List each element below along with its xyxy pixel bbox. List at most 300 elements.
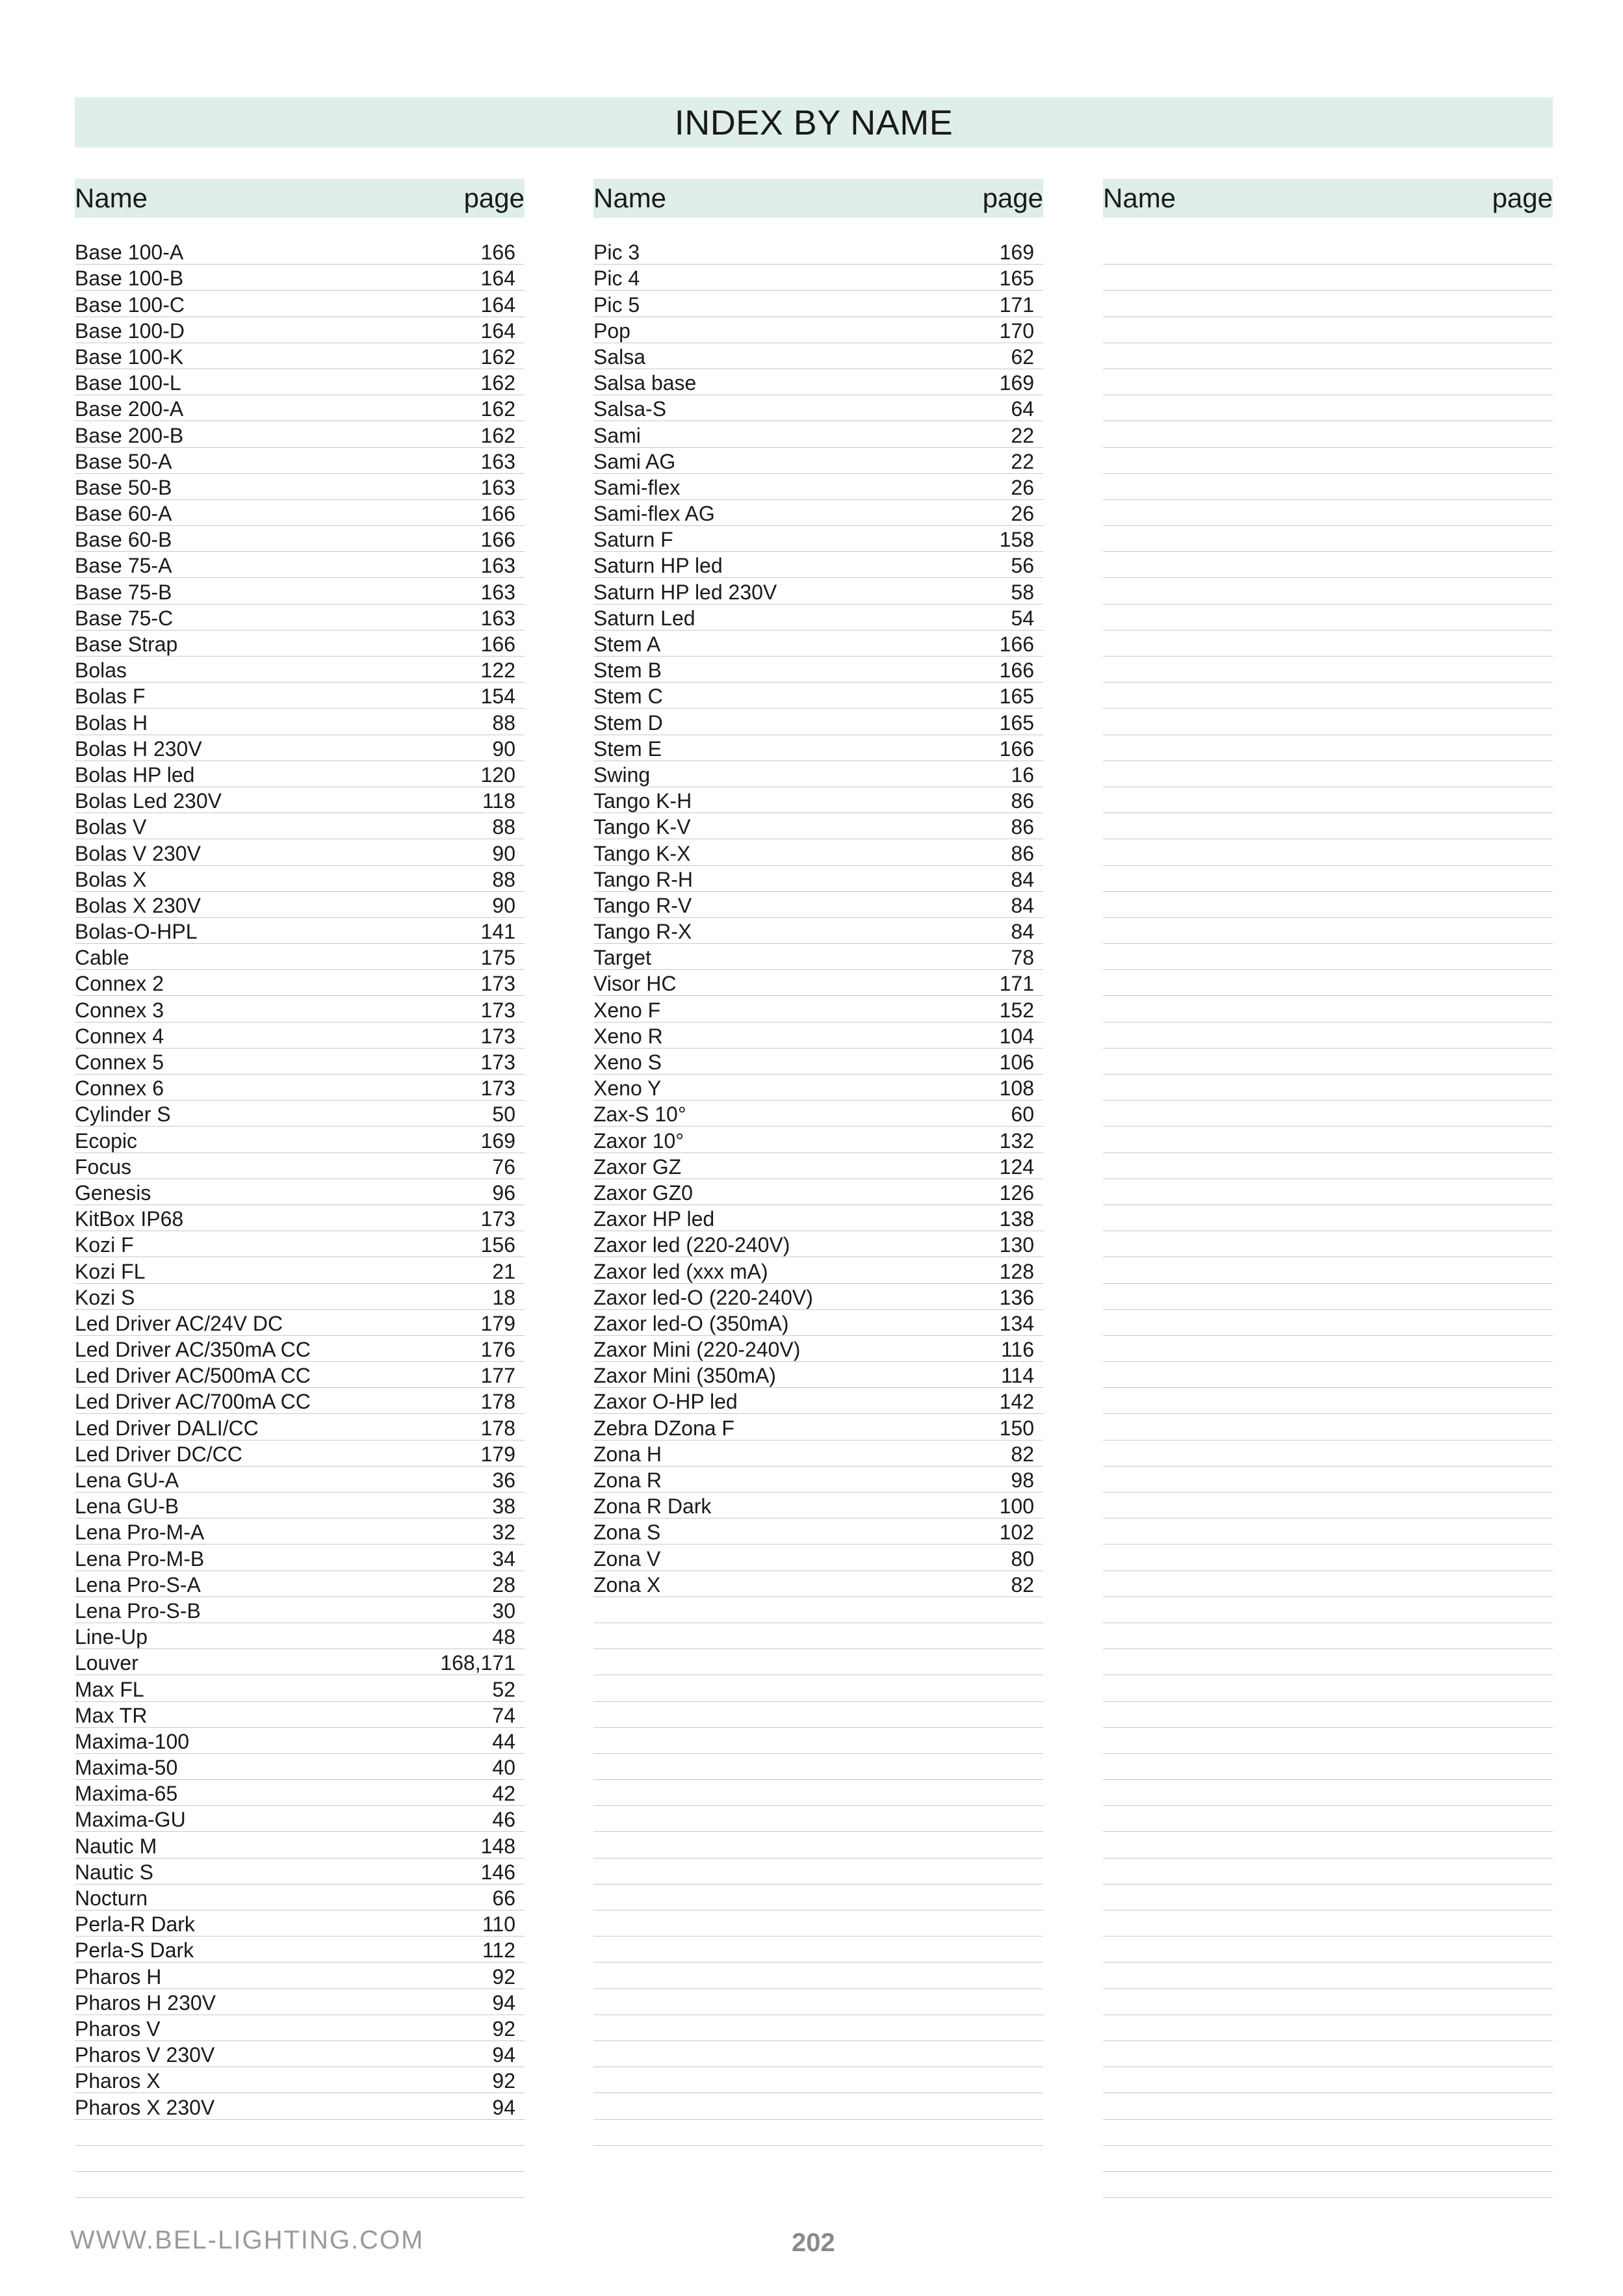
entry-name: Pharos X 230V xyxy=(75,2095,215,2119)
entry-page: 16 xyxy=(1011,763,1034,787)
index-row xyxy=(593,1101,1043,1127)
entry-page: 179 xyxy=(480,1442,515,1466)
entry-name: Zaxor GZ xyxy=(593,1155,682,1179)
entry-page: 168,171 xyxy=(440,1651,515,1675)
index-row xyxy=(1103,239,1553,265)
index-row xyxy=(593,787,1043,813)
index-row xyxy=(593,735,1043,761)
index-row xyxy=(75,448,525,474)
index-row xyxy=(75,1597,525,1623)
index-row xyxy=(593,1257,1043,1283)
index-row xyxy=(593,1675,1043,1701)
index-row xyxy=(593,1414,1043,1440)
entry-page: 165 xyxy=(999,267,1034,291)
index-row xyxy=(1103,291,1553,317)
entry-name: Xeno F xyxy=(593,998,661,1022)
index-row xyxy=(1103,605,1553,631)
entry-name: Led Driver AC/700mA CC xyxy=(75,1390,311,1414)
entry-page: 36 xyxy=(492,1468,515,1492)
entry-page: 163 xyxy=(480,475,515,499)
footer-page-number: 202 xyxy=(792,2228,835,2257)
index-column-1 xyxy=(75,179,525,2198)
entry-name: Kozi S xyxy=(75,1285,135,1309)
index-row xyxy=(1103,1832,1553,1858)
entry-name: Kozi F xyxy=(75,1233,134,1257)
entry-page: 92 xyxy=(492,2016,515,2041)
entry-name: Stem E xyxy=(593,737,662,761)
index-row xyxy=(1103,448,1553,474)
entry-page: 86 xyxy=(1011,789,1034,813)
entry-page: 54 xyxy=(1011,606,1034,630)
entry-name: Kozi FL xyxy=(75,1259,146,1283)
entry-name: Base 50-B xyxy=(75,475,172,499)
index-row xyxy=(593,866,1043,892)
entry-page: 48 xyxy=(492,1625,515,1649)
entry-page: 88 xyxy=(492,867,515,891)
index-row xyxy=(75,421,525,447)
entry-page: 50 xyxy=(492,1102,515,1127)
index-row xyxy=(1103,918,1553,944)
entry-page: 34 xyxy=(492,1546,515,1571)
entry-page: 173 xyxy=(480,1207,515,1231)
entry-name: Zona R Dark xyxy=(593,1494,712,1519)
index-row xyxy=(1103,1075,1553,1101)
entry-name: Base 100-D xyxy=(75,319,185,343)
index-row xyxy=(593,239,1043,265)
index-row xyxy=(75,526,525,552)
entry-name: Max TR xyxy=(75,1703,148,1727)
entry-name: Led Driver AC/500mA CC xyxy=(75,1364,311,1388)
entry-name: Sami xyxy=(593,423,641,447)
index-row xyxy=(1103,1023,1553,1049)
entry-page: 96 xyxy=(492,1181,515,1205)
index-row xyxy=(593,1023,1043,1049)
entry-name: Lena GU-A xyxy=(75,1468,179,1492)
entry-page: 173 xyxy=(480,1024,515,1048)
index-row xyxy=(75,735,525,761)
index-row xyxy=(75,1023,525,1049)
index-row xyxy=(1103,709,1553,735)
entry-name: Salsa xyxy=(593,345,646,369)
index-row xyxy=(593,970,1043,996)
index-row xyxy=(75,2146,525,2172)
entry-page: 173 xyxy=(480,972,515,996)
entry-page: 90 xyxy=(492,841,515,865)
index-row xyxy=(75,1911,525,1937)
index-row xyxy=(593,2120,1043,2146)
index-row xyxy=(1103,1806,1553,1832)
index-row xyxy=(593,839,1043,865)
entry-page: 176 xyxy=(480,1338,515,1362)
index-row xyxy=(75,970,525,996)
name-header: Name xyxy=(593,183,667,213)
entry-page: 28 xyxy=(492,1572,515,1597)
index-row xyxy=(593,683,1043,709)
entry-name: Stem D xyxy=(593,711,663,735)
index-row xyxy=(1103,265,1553,291)
entry-page: 76 xyxy=(492,1155,515,1179)
index-row xyxy=(593,1310,1043,1336)
index-row xyxy=(593,1571,1043,1597)
entry-page: 141 xyxy=(480,920,515,944)
index-row xyxy=(1103,1989,1553,2015)
entry-name: Zona X xyxy=(593,1572,661,1597)
index-row xyxy=(75,996,525,1022)
entry-name: Bolas X 230V xyxy=(75,893,201,917)
entry-name: Salsa base xyxy=(593,371,697,395)
index-row xyxy=(75,1937,525,1963)
entry-name: Cable xyxy=(75,946,129,970)
index-row xyxy=(75,578,525,604)
entry-page: 62 xyxy=(1011,345,1034,369)
index-row xyxy=(593,709,1043,735)
entry-page: 162 xyxy=(480,397,515,421)
index-row xyxy=(1103,1859,1553,1885)
index-row xyxy=(1103,2041,1553,2067)
index-row xyxy=(593,1963,1043,1989)
title-bar xyxy=(75,98,1553,148)
index-row xyxy=(75,1859,525,1885)
entry-name: Zaxor HP led xyxy=(593,1207,715,1231)
index-row xyxy=(593,1441,1043,1467)
entry-page: 156 xyxy=(480,1233,515,1257)
entry-name: Nautic S xyxy=(75,1860,153,1884)
index-row xyxy=(75,1519,525,1545)
index-row xyxy=(1103,813,1553,839)
entry-name: Base 200-B xyxy=(75,423,184,447)
entry-page: 26 xyxy=(1011,475,1034,499)
entry-name: Bolas X xyxy=(75,867,147,891)
entry-page: 94 xyxy=(492,2043,515,2067)
index-row xyxy=(75,1780,525,1806)
entry-name: Xeno R xyxy=(593,1024,663,1048)
entry-name: Lena Pro-S-A xyxy=(75,1572,201,1597)
index-row xyxy=(1103,970,1553,996)
entry-page: 118 xyxy=(482,789,515,813)
entry-name: Salsa-S xyxy=(593,397,667,421)
entry-page: 30 xyxy=(492,1598,515,1623)
index-row xyxy=(75,1989,525,2015)
index-row xyxy=(75,709,525,735)
index-row xyxy=(75,1127,525,1153)
index-row xyxy=(75,1675,525,1701)
index-row xyxy=(593,1754,1043,1780)
entry-page: 154 xyxy=(480,685,515,709)
entry-name: Base 100-L xyxy=(75,371,181,395)
index-row xyxy=(1103,657,1553,683)
entry-name: Saturn Led xyxy=(593,606,695,630)
entry-name: Stem B xyxy=(593,659,662,683)
name-header: Name xyxy=(1103,183,1176,213)
entry-page: 136 xyxy=(999,1285,1034,1309)
index-row xyxy=(75,2172,525,2198)
index-row xyxy=(593,1937,1043,1963)
entry-name: Zona R xyxy=(593,1468,662,1492)
index-row xyxy=(75,1284,525,1310)
index-row xyxy=(593,1859,1043,1885)
entry-name: Nautic M xyxy=(75,1834,157,1858)
entry-name: Perla-R Dark xyxy=(75,1912,195,1937)
entry-name: Zax-S 10° xyxy=(593,1102,686,1127)
entry-page: 84 xyxy=(1011,867,1034,891)
entry-page: 92 xyxy=(492,1964,515,1989)
entry-page: 86 xyxy=(1011,841,1034,865)
entry-page: 78 xyxy=(1011,946,1034,970)
index-row xyxy=(1103,369,1553,395)
entry-page: 56 xyxy=(1011,554,1034,578)
entry-name: Zaxor O-HP led xyxy=(593,1390,738,1414)
entry-page: 90 xyxy=(492,737,515,761)
index-row xyxy=(593,1885,1043,1911)
entry-page: 88 xyxy=(492,815,515,839)
entry-name: Pharos H xyxy=(75,1964,162,1989)
index-row xyxy=(75,2015,525,2041)
entry-page: 177 xyxy=(480,1364,515,1388)
entry-name: Zaxor led-O (350mA) xyxy=(593,1311,789,1335)
entry-page: 94 xyxy=(492,2095,515,2119)
index-row xyxy=(1103,1467,1553,1493)
index-row xyxy=(1103,1284,1553,1310)
entry-page: 178 xyxy=(480,1390,515,1414)
entry-name: Pharos V xyxy=(75,2016,161,2041)
entry-name: Lena Pro-M-B xyxy=(75,1546,205,1571)
index-row xyxy=(75,1336,525,1362)
entry-name: Line-Up xyxy=(75,1625,148,1649)
entry-page: 166 xyxy=(480,633,515,656)
entry-name: Connex 5 xyxy=(75,1050,164,1074)
entry-page: 22 xyxy=(1011,449,1034,473)
index-row xyxy=(593,2015,1043,2041)
index-row xyxy=(593,631,1043,657)
entry-name: Base 60-A xyxy=(75,502,172,526)
entry-page: 80 xyxy=(1011,1546,1034,1571)
entry-page: 166 xyxy=(999,633,1034,656)
index-row xyxy=(1103,1153,1553,1179)
index-row xyxy=(1103,996,1553,1022)
index-row xyxy=(593,605,1043,631)
index-row xyxy=(75,265,525,291)
entry-name: Lena GU-B xyxy=(75,1494,179,1519)
index-row xyxy=(593,1911,1043,1937)
entry-name: Saturn HP led xyxy=(593,554,723,578)
index-row xyxy=(75,944,525,970)
index-row xyxy=(75,813,525,839)
entry-name: Base 75-C xyxy=(75,606,174,630)
index-row xyxy=(1103,2015,1553,2041)
index-row xyxy=(593,2093,1043,2119)
entry-page: 124 xyxy=(999,1155,1034,1179)
index-row xyxy=(75,1754,525,1780)
entry-name: Bolas V xyxy=(75,815,147,839)
entry-page: 179 xyxy=(480,1311,515,1335)
entry-name: Bolas H xyxy=(75,711,148,735)
index-row xyxy=(593,1989,1043,2015)
entry-name: Base 75-B xyxy=(75,580,172,604)
entry-page: 152 xyxy=(999,998,1034,1022)
index-row xyxy=(1103,1441,1553,1467)
index-row xyxy=(75,2067,525,2093)
index-row xyxy=(75,1310,525,1336)
index-row xyxy=(1103,343,1553,369)
entry-name: Zaxor led-O (220-240V) xyxy=(593,1285,813,1309)
entry-page: 148 xyxy=(480,1834,515,1858)
entry-page: 26 xyxy=(1011,502,1034,526)
index-column-2 xyxy=(593,179,1043,2146)
index-row xyxy=(593,1623,1043,1649)
entry-name: Ecopic xyxy=(75,1128,138,1153)
entry-page: 22 xyxy=(1011,423,1034,447)
entry-page: 82 xyxy=(1011,1442,1034,1466)
entry-page: 110 xyxy=(482,1912,515,1937)
entry-name: Led Driver AC/24V DC xyxy=(75,1311,283,1335)
entry-name: Zebra DZona F xyxy=(593,1416,734,1440)
index-row xyxy=(1103,631,1553,657)
index-row xyxy=(1103,1101,1553,1127)
entry-name: Led Driver DC/CC xyxy=(75,1442,242,1466)
index-row xyxy=(75,1832,525,1858)
entry-name: Tango K-V xyxy=(593,815,691,839)
entry-name: Perla-S Dark xyxy=(75,1938,194,1963)
index-row xyxy=(1103,1049,1553,1075)
index-row xyxy=(593,1649,1043,1675)
entry-name: Led Driver AC/350mA CC xyxy=(75,1338,311,1362)
index-row xyxy=(593,369,1043,395)
index-row xyxy=(593,1780,1043,1806)
entry-name: Maxima-100 xyxy=(75,1729,190,1753)
column-header xyxy=(75,179,525,218)
index-row xyxy=(1103,500,1553,526)
index-row xyxy=(593,1702,1043,1728)
entry-name: Base 100-B xyxy=(75,267,184,291)
entry-page: 116 xyxy=(1000,1338,1034,1362)
index-row xyxy=(1103,1310,1553,1336)
entry-page: 120 xyxy=(480,763,515,787)
index-row xyxy=(1103,395,1553,421)
index-row xyxy=(1103,1911,1553,1937)
entry-name: Bolas Led 230V xyxy=(75,789,222,813)
index-row xyxy=(75,1702,525,1728)
entry-page: 64 xyxy=(1011,397,1034,421)
entry-page: 166 xyxy=(480,502,515,526)
entry-page: 18 xyxy=(492,1285,515,1309)
index-row xyxy=(75,1441,525,1467)
entry-page: 32 xyxy=(492,1520,515,1545)
entry-name: Tango R-H xyxy=(593,867,693,891)
entry-name: Led Driver DALI/CC xyxy=(75,1416,259,1440)
index-row xyxy=(593,892,1043,918)
entry-name: Focus xyxy=(75,1155,132,1179)
index-row xyxy=(593,1075,1043,1101)
index-row xyxy=(593,944,1043,970)
index-row xyxy=(1103,1702,1553,1728)
entry-name: Bolas H 230V xyxy=(75,737,202,761)
index-row xyxy=(593,500,1043,526)
entry-name: Zaxor led (220-240V) xyxy=(593,1233,790,1257)
index-row xyxy=(593,2041,1043,2067)
index-row xyxy=(75,1414,525,1440)
index-row xyxy=(75,761,525,787)
index-row xyxy=(75,787,525,813)
index-row xyxy=(75,500,525,526)
index-row xyxy=(1103,1728,1553,1754)
index-row xyxy=(1103,1571,1553,1597)
index-row xyxy=(1103,761,1553,787)
entry-page: 173 xyxy=(480,998,515,1022)
index-row xyxy=(593,761,1043,787)
index-row xyxy=(75,892,525,918)
index-row xyxy=(1103,1388,1553,1414)
index-row xyxy=(1103,787,1553,813)
index-row xyxy=(1103,1257,1553,1283)
entry-page: 163 xyxy=(480,580,515,604)
index-row xyxy=(75,2041,525,2067)
entry-name: Maxima-65 xyxy=(75,1782,178,1806)
entry-page: 46 xyxy=(492,1808,515,1832)
entry-name: Pharos X xyxy=(75,2069,161,2093)
entry-name: Sami-flex AG xyxy=(593,502,715,526)
index-row xyxy=(593,1832,1043,1858)
entry-page: 134 xyxy=(999,1311,1034,1335)
entry-page: 173 xyxy=(480,1050,515,1074)
index-row xyxy=(593,421,1043,447)
index-row xyxy=(593,578,1043,604)
index-row xyxy=(1103,1623,1553,1649)
entry-page: 164 xyxy=(480,293,515,317)
entry-page: 166 xyxy=(999,737,1034,761)
index-row xyxy=(75,918,525,944)
entry-page: 166 xyxy=(999,659,1034,683)
index-row xyxy=(1103,892,1553,918)
index-row xyxy=(75,1231,525,1257)
index-row xyxy=(1103,317,1553,343)
entry-page: 58 xyxy=(1011,580,1034,604)
index-row xyxy=(1103,1362,1553,1388)
index-row xyxy=(75,1205,525,1231)
index-row xyxy=(75,2093,525,2119)
entry-page: 163 xyxy=(480,554,515,578)
entry-page: 146 xyxy=(480,1860,515,1884)
entry-name: Base 50-A xyxy=(75,449,172,473)
index-rows xyxy=(593,239,1043,2146)
entry-page: 122 xyxy=(480,659,515,683)
index-row xyxy=(75,395,525,421)
index-row xyxy=(1103,578,1553,604)
entry-page: 163 xyxy=(480,606,515,630)
index-row xyxy=(75,1388,525,1414)
column-header xyxy=(593,179,1043,218)
entry-name: Swing xyxy=(593,763,651,787)
index-row xyxy=(593,1597,1043,1623)
entry-page: 104 xyxy=(999,1024,1034,1048)
entry-name: Connex 2 xyxy=(75,972,164,996)
index-row xyxy=(1103,1597,1553,1623)
index-row xyxy=(75,239,525,265)
entry-name: Louver xyxy=(75,1651,138,1675)
entry-page: 173 xyxy=(480,1076,515,1101)
index-row xyxy=(593,265,1043,291)
index-row xyxy=(1103,1545,1553,1571)
entry-page: 162 xyxy=(480,423,515,447)
entry-page: 164 xyxy=(480,267,515,291)
entry-name: Connex 3 xyxy=(75,998,164,1022)
index-rows xyxy=(75,239,525,2198)
index-row xyxy=(1103,1519,1553,1545)
entry-name: Max FL xyxy=(75,1677,144,1701)
entry-page: 132 xyxy=(999,1128,1034,1153)
entry-page: 86 xyxy=(1011,815,1034,839)
entry-page: 84 xyxy=(1011,893,1034,917)
index-row xyxy=(593,291,1043,317)
